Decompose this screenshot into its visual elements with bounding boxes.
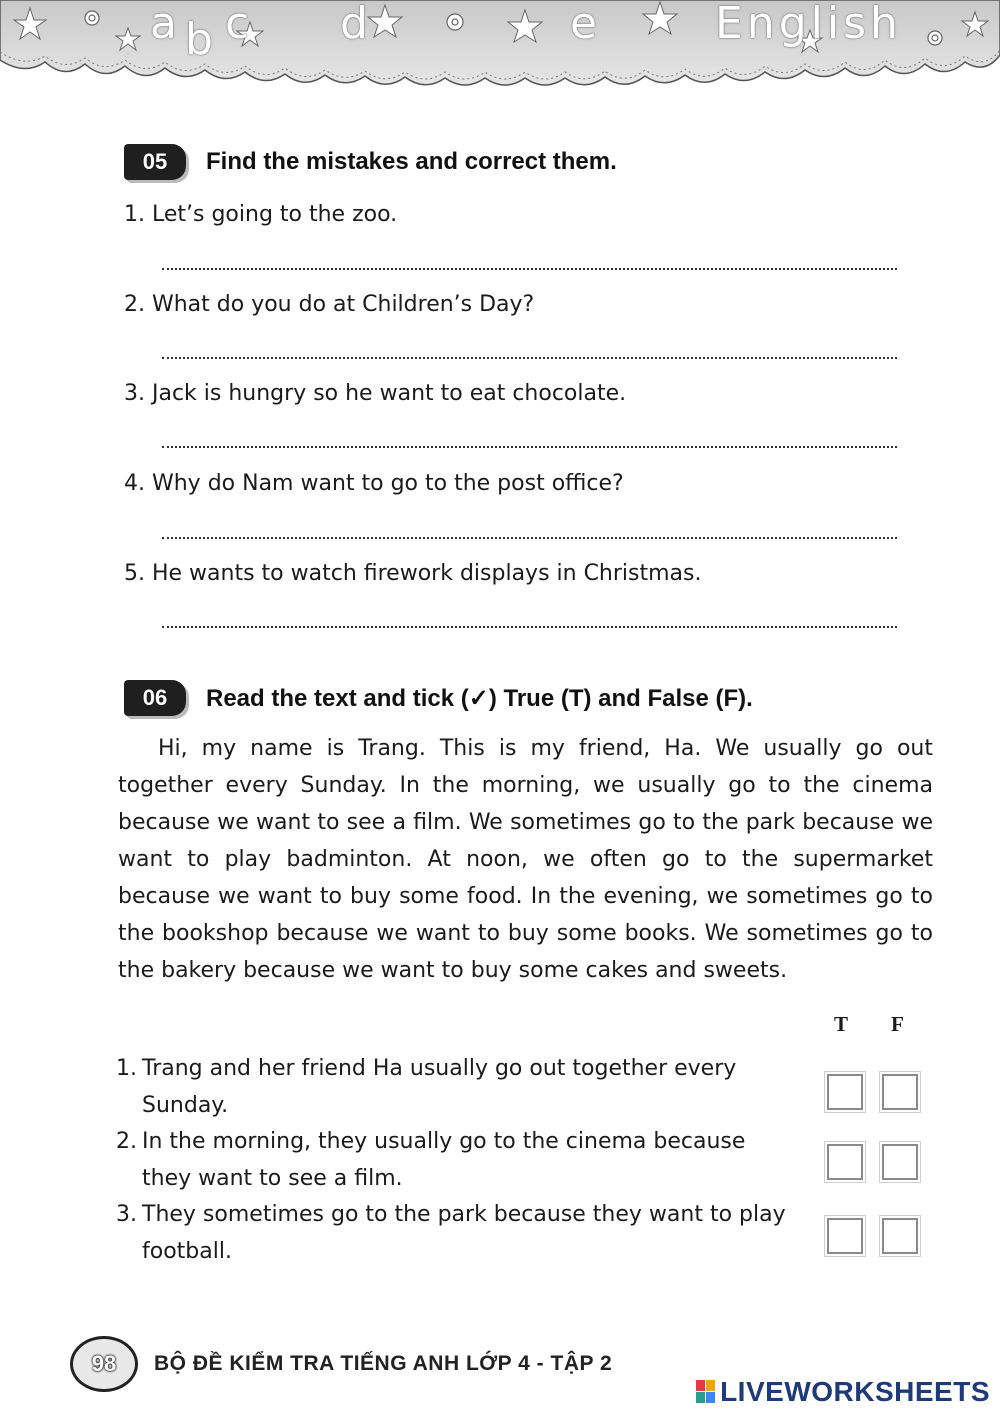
- mistake-question-5: 5. He wants to watch firework displays in Christmas.: [124, 561, 702, 586]
- statement-3-true-box[interactable]: [827, 1218, 863, 1254]
- statement-3-false-box[interactable]: [882, 1218, 918, 1254]
- banner-letter-e: e: [570, 0, 620, 49]
- book-title: BỘ ĐỀ KIỂM TRA TIẾNG ANH LỚP 4 - TẬP 2: [154, 1352, 613, 1375]
- banner-letter-c: c: [225, 0, 272, 49]
- statement-3-text: They sometimes go to the park because they want to play: [142, 1202, 786, 1227]
- statement-3-number: 3.: [116, 1202, 137, 1227]
- section-06-header: [124, 678, 753, 718]
- mistake-question-4: 4. Why do Nam want to go to the post office?: [124, 471, 624, 496]
- mistake-question-2: 2. What do you do at Children’s Day?: [124, 292, 535, 317]
- column-false-label: F: [891, 1012, 904, 1036]
- section-05-badge: 05: [124, 144, 186, 180]
- statement-3: [116, 1196, 806, 1270]
- liveworksheets-logo-icon: [696, 1380, 716, 1404]
- statement-3-text-cont: football.: [142, 1239, 232, 1264]
- column-true-label: T: [834, 1012, 849, 1036]
- statement-2-text-cont: they want to see a film.: [142, 1166, 403, 1191]
- banner-letter-d: d: [340, 0, 390, 49]
- statement-1-text-cont: Sunday.: [142, 1093, 229, 1118]
- statement-1: [116, 1050, 806, 1124]
- statement-2: [116, 1123, 806, 1197]
- section-05-title: Find the mistakes and correct them.: [206, 148, 617, 175]
- answer-line-4[interactable]: [162, 535, 897, 539]
- section-06-badge: 06: [124, 680, 186, 716]
- mistake-question-1: 1. Let’s going to the zoo.: [124, 202, 398, 227]
- statement-2-text: In the morning, they usually go to the cinema because: [142, 1129, 746, 1154]
- statement-1-true-box[interactable]: [827, 1074, 863, 1110]
- answer-line-2[interactable]: [162, 355, 897, 359]
- section-05-header: [124, 142, 617, 182]
- liveworksheets-watermark: [696, 1376, 990, 1408]
- mistake-question-3: 3. Jack is hungry so he want to eat chocolate.: [124, 381, 627, 406]
- page-footer: [70, 1336, 612, 1392]
- reading-passage: [118, 730, 933, 989]
- liveworksheets-text: LIVEWORKSHEETS: [720, 1376, 990, 1407]
- statement-1-text: Trang and her friend Ha usually go out together every: [142, 1056, 737, 1081]
- banner-letters: [0, 0, 1000, 60]
- passage-text: Hi, my name is Trang. This is my friend, Ha. We usually go out together every Sunday. In the morning, we usually go to the cinema because we want to see a film. We sometimes go to the park because we want to play badminton. At noon, we often go to the supermarket because we want to buy some food. In the evening, we sometimes go to the bookshop because we want to buy some books. We sometimes go to the bakery because we want to buy some cakes and sweets.: [118, 736, 933, 983]
- statement-1-false-box[interactable]: [882, 1074, 918, 1110]
- banner-letter-b: b: [185, 14, 235, 60]
- answer-line-5[interactable]: [162, 624, 897, 628]
- answer-line-3[interactable]: [162, 444, 897, 448]
- statement-2-number: 2.: [116, 1129, 137, 1154]
- banner-letter-a: a: [150, 0, 199, 49]
- banner-word-english: English: [715, 0, 902, 49]
- statement-2-false-box[interactable]: [882, 1144, 918, 1180]
- page-number: 98: [70, 1336, 138, 1392]
- section-06-title: Read the text and tick (✓) True (T) and False (F).: [206, 684, 753, 712]
- statement-1-number: 1.: [116, 1056, 137, 1081]
- statement-2-true-box[interactable]: [827, 1144, 863, 1180]
- answer-line-1[interactable]: [162, 266, 897, 270]
